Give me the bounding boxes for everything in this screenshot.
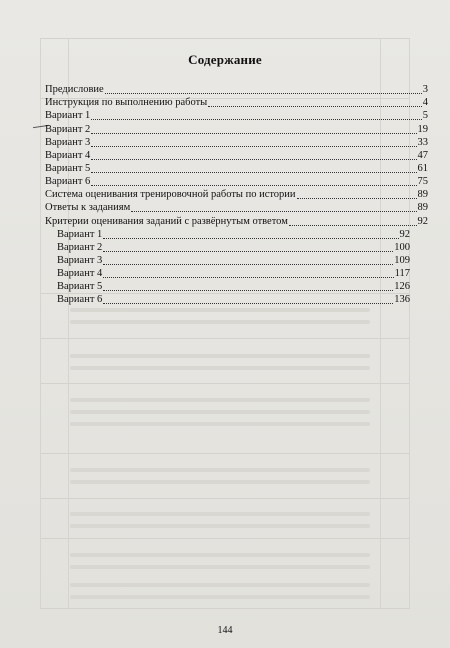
toc-entry[interactable]: Ответы к заданиям 89 <box>45 202 428 214</box>
toc-title: Содержание <box>188 52 262 67</box>
toc-sub-entry[interactable]: Вариант 6 136 <box>57 294 410 306</box>
toc-sub-entry[interactable]: Вариант 5 126 <box>57 281 410 293</box>
toc-entry[interactable]: Предисловие 3 <box>45 84 428 96</box>
toc-entry[interactable]: Вариант 2 19 <box>45 123 428 135</box>
toc-entry[interactable]: Вариант 3 33 <box>45 136 428 148</box>
toc-entry[interactable]: Вариант 6 75 <box>45 176 428 188</box>
toc-entry[interactable]: Система оценивания тренировочной работы по истории 89 <box>45 189 428 201</box>
toc-entry[interactable]: Инструкция по выполнению работы 4 <box>45 97 428 109</box>
table-of-contents <box>45 83 428 306</box>
toc-entry[interactable]: Критерии оценивания заданий с развёрнутым ответом 92 <box>45 215 428 227</box>
toc-sub-entry[interactable]: Вариант 2 100 <box>57 241 410 253</box>
toc-sub-entry[interactable]: Вариант 3 109 <box>57 254 410 266</box>
toc-sub-entry[interactable]: Вариант 4 117 <box>57 268 410 280</box>
toc-entry[interactable]: Вариант 1 5 <box>45 110 428 122</box>
toc-entry[interactable]: Вариант 4 47 <box>45 149 428 161</box>
toc-sub-entry[interactable]: Вариант 1 92 <box>57 228 410 240</box>
toc-entry[interactable]: Вариант 5 61 <box>45 162 428 174</box>
page-number: 144 <box>217 625 233 636</box>
